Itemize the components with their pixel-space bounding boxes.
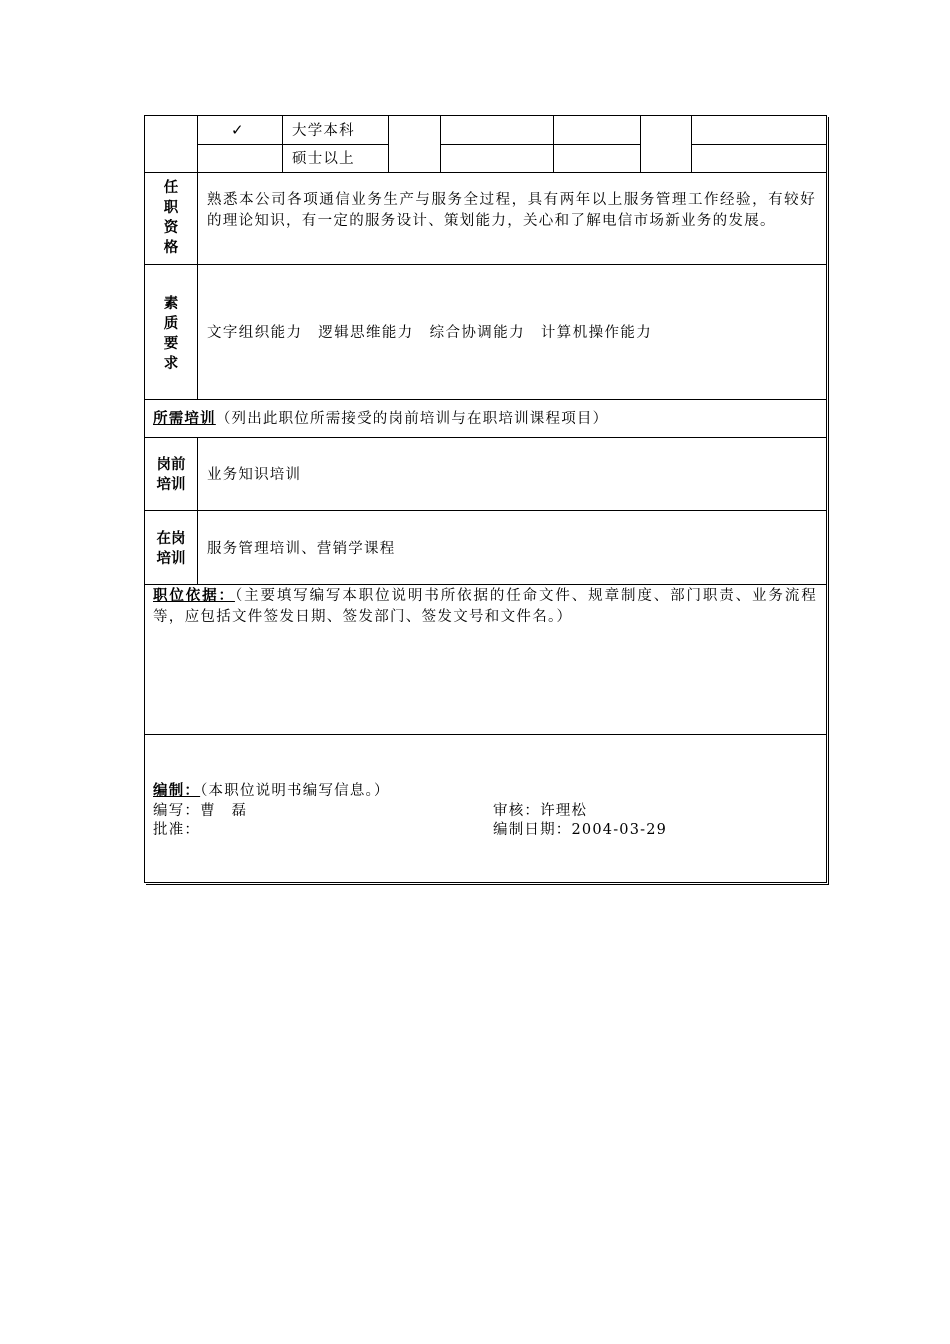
grid-line (691, 144, 827, 145)
grid-line (144, 510, 827, 511)
basis-block (153, 585, 817, 628)
grid-line (197, 264, 198, 399)
grid-line (282, 115, 283, 172)
compile-note: （本职位说明书编写信息。） (200, 783, 390, 799)
qualification-label: 任职资格 (163, 179, 179, 256)
grid-line (144, 734, 827, 735)
grid-line (388, 115, 389, 172)
grid-line (440, 115, 441, 172)
quality-label: 素质要求 (163, 295, 179, 372)
writer-text: 编写：曹 磊 (153, 803, 248, 819)
education-master-label: 硕士以上 (292, 151, 355, 167)
qualification-text: 熟悉本公司各项通信业务生产与服务全过程，具有两年以上服务管理工作经验，有较好的理论知识，有一定的服务设计、策划能力，关心和了解电信市场新业务的发展。 (207, 192, 816, 229)
training-heading-row (153, 409, 608, 429)
grid-line (144, 437, 827, 438)
grid-line (144, 264, 827, 265)
grid-line (144, 172, 827, 173)
grid-line (144, 399, 827, 400)
grid-line (197, 144, 388, 145)
training-note: （列出此职位所需接受的岗前培训与在职培训课程项目） (215, 411, 609, 427)
on-training-label: 在岗培训 (156, 530, 186, 567)
basis-heading: 职位依据： (153, 587, 235, 604)
quality-text: 文字组织能力 逻辑思维能力 综合协调能力 计算机操作能力 (207, 325, 653, 341)
compile-date-text: 编制日期：2004-03-29 (493, 822, 668, 838)
compile-heading-row (153, 781, 390, 801)
reviewer-text: 审核：许理松 (493, 803, 588, 819)
approver-text: 批准： (153, 822, 201, 838)
grid-line (197, 115, 198, 264)
education-bachelor-label: 大学本科 (292, 123, 355, 139)
grid-line (691, 115, 692, 172)
on-training-text: 服务管理培训、营销学课程 (207, 541, 396, 557)
pre-training-label: 岗前培训 (156, 456, 186, 493)
grid-line (640, 115, 641, 172)
grid-line (553, 115, 554, 172)
compile-heading: 编制： (153, 782, 201, 799)
basis-note: （主要填写编写本职位说明书所依据的任命文件、规章制度、部门职责、业务流程等，应包括文件签发日期、签发部门、签发文号和文件名。） (153, 588, 818, 625)
training-heading: 所需培训 (153, 410, 216, 427)
grid-line (197, 437, 198, 584)
grid-line (440, 144, 640, 145)
pre-training-text: 业务知识培训 (207, 467, 302, 483)
check-icon: ✓ (231, 121, 244, 139)
